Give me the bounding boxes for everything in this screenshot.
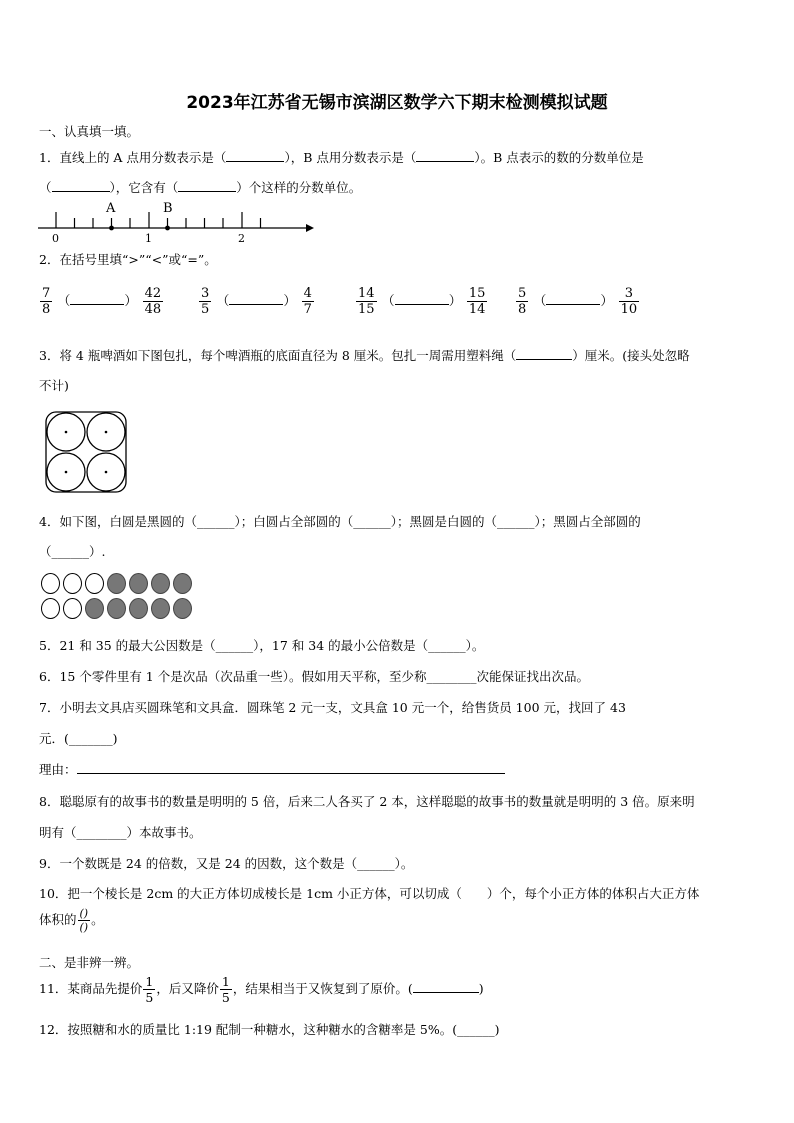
question-8-line-1: 8．聪聪原有的故事书的数量是明明的 5 倍，后来二人各买了 2 本，这样聪聪的故事书的数量就是明明的 3 倍。原来明 bbox=[39, 794, 695, 809]
question-11: 11．某商品先提价 $\frac{1}{5}$ ，后又降价 $\frac{1}{5}$ ，结果相当于又恢复到了原价。( ) bbox=[39, 974, 484, 1005]
black-circle bbox=[173, 573, 192, 594]
question-7-line-2: 元．(_______) bbox=[39, 731, 118, 746]
answer-blank[interactable] bbox=[226, 149, 284, 162]
black-circle bbox=[107, 598, 126, 619]
question-1-line-1: 1．直线上的 A 点用分数表示是（ ），B 点用分数表示是（ ）。B 点表示的数的分数单位是 bbox=[39, 150, 644, 165]
fraction: $\frac{3}{10}$ bbox=[620, 286, 638, 317]
tick-label-1: 1 bbox=[145, 232, 152, 244]
comparison-2: $\frac{3}{5}$ （ ） $\frac{4}{7}$ bbox=[201, 286, 312, 317]
reason-blank[interactable] bbox=[77, 761, 505, 774]
question-7-reason: 理由： bbox=[39, 760, 505, 778]
question-10-line-1: 10．把一个棱长是 2cm 的大正方体切成棱长是 1cm 小正方体，可以切成（ ）个，每个小正方体的体积占大正方体 bbox=[39, 886, 700, 901]
answer-blank[interactable] bbox=[52, 179, 110, 192]
black-circle bbox=[85, 598, 104, 619]
label-b: B bbox=[163, 201, 173, 216]
question-2: 2．在括号里填“>”“<”或“=”。 bbox=[39, 252, 217, 267]
comparison-4: $\frac{5}{8}$ （ ） $\frac{3}{10}$ bbox=[518, 286, 638, 317]
black-circle bbox=[151, 598, 170, 619]
question-10-line-2: 体积的 $\frac{()}{()}$ 。 bbox=[39, 907, 104, 934]
black-circle bbox=[107, 573, 126, 594]
white-circle bbox=[63, 573, 82, 594]
answer-blank[interactable] bbox=[546, 292, 600, 305]
answer-blank[interactable] bbox=[178, 179, 236, 192]
black-circle bbox=[173, 598, 192, 619]
white-circle bbox=[85, 573, 104, 594]
fraction: $\frac{1}{5}$ bbox=[145, 974, 154, 1005]
answer-blank[interactable] bbox=[516, 347, 572, 360]
answer-blank[interactable] bbox=[395, 292, 449, 305]
answer-blank[interactable] bbox=[70, 292, 124, 305]
label-a: A bbox=[106, 201, 116, 216]
bottles-diagram bbox=[44, 410, 130, 496]
question-1-line-2: （ ），它含有（ ）个这样的分数单位。 bbox=[39, 180, 362, 195]
section-2-heading: 二、是非辨一辨。 bbox=[39, 955, 140, 970]
comparison-3: $\frac{14}{15}$ （ ） $\frac{15}{14}$ bbox=[358, 286, 486, 317]
number-line bbox=[36, 198, 316, 244]
black-circle bbox=[129, 598, 148, 619]
point-a bbox=[109, 226, 114, 231]
question-4-line-1: 4．如下图，白圆是黑圆的（______）；白圆占全部圆的（______）；黑圆是白圆的（______）；黑圆占全部圆的 bbox=[39, 514, 641, 529]
question-9: 9．一个数既是 24 的倍数，又是 24 的因数，这个数是（______）。 bbox=[39, 856, 414, 871]
fraction: $\frac{1}{5}$ bbox=[221, 974, 230, 1005]
question-6: 6．15 个零件里有 1 个是次品（次品重一些）。假如用天平称，至少称________次能保证找出次品。 bbox=[39, 669, 589, 684]
fraction: $\frac{14}{15}$ bbox=[358, 286, 375, 317]
comparison-1: $\frac{7}{8}$ （ ） $\frac{42}{48}$ bbox=[42, 286, 162, 317]
fraction-blank[interactable]: $\frac{()}{()}$ bbox=[79, 907, 89, 934]
white-circle bbox=[41, 573, 60, 594]
white-circle bbox=[41, 598, 60, 619]
question-8-line-2: 明有（________）本故事书。 bbox=[39, 825, 202, 840]
fraction: $\frac{42}{48}$ bbox=[144, 286, 162, 317]
question-12: 12．按照糖和水的质量比 1:19 配制一种糖水，这种糖水的含糖率是 5%。(______) bbox=[39, 1022, 500, 1037]
answer-blank[interactable] bbox=[413, 980, 479, 993]
fraction: $\frac{7}{8}$ bbox=[42, 286, 51, 317]
tick-label-0: 0 bbox=[52, 232, 59, 244]
question-3-line-1: 3．将 4 瓶啤酒如下图包扎，每个啤酒瓶的底面直径为 8 厘米。包扎一周需用塑料绳（ ）厘米。(接头处忽略 bbox=[39, 348, 690, 363]
question-4-line-2: （______）. bbox=[39, 544, 106, 559]
fraction: $\frac{15}{14}$ bbox=[468, 286, 486, 317]
page-title: 2023年江苏省无锡市滨湖区数学六下期末检测模拟试题 bbox=[186, 93, 608, 113]
black-circle bbox=[151, 573, 170, 594]
fraction: $\frac{3}{5}$ bbox=[201, 286, 210, 317]
fraction: $\frac{4}{7}$ bbox=[303, 286, 312, 317]
question-3-line-2: 不计) bbox=[39, 378, 69, 393]
section-1-heading: 一、认真填一填。 bbox=[39, 124, 140, 139]
fraction: $\frac{5}{8}$ bbox=[518, 286, 527, 317]
answer-blank[interactable] bbox=[229, 292, 283, 305]
white-circle bbox=[63, 598, 82, 619]
answer-blank[interactable] bbox=[416, 149, 474, 162]
tick-label-2: 2 bbox=[238, 232, 245, 244]
point-b bbox=[165, 226, 170, 231]
question-5: 5．21 和 35 的最大公因数是（______），17 和 34 的最小公倍数是（______）。 bbox=[39, 638, 485, 653]
black-circle bbox=[129, 573, 148, 594]
question-7-line-1: 7．小明去文具店买圆珠笔和文具盒．圆珠笔 2 元一支，文具盒 10 元一个，给售货员 100 元，找回了 43 bbox=[39, 700, 626, 715]
